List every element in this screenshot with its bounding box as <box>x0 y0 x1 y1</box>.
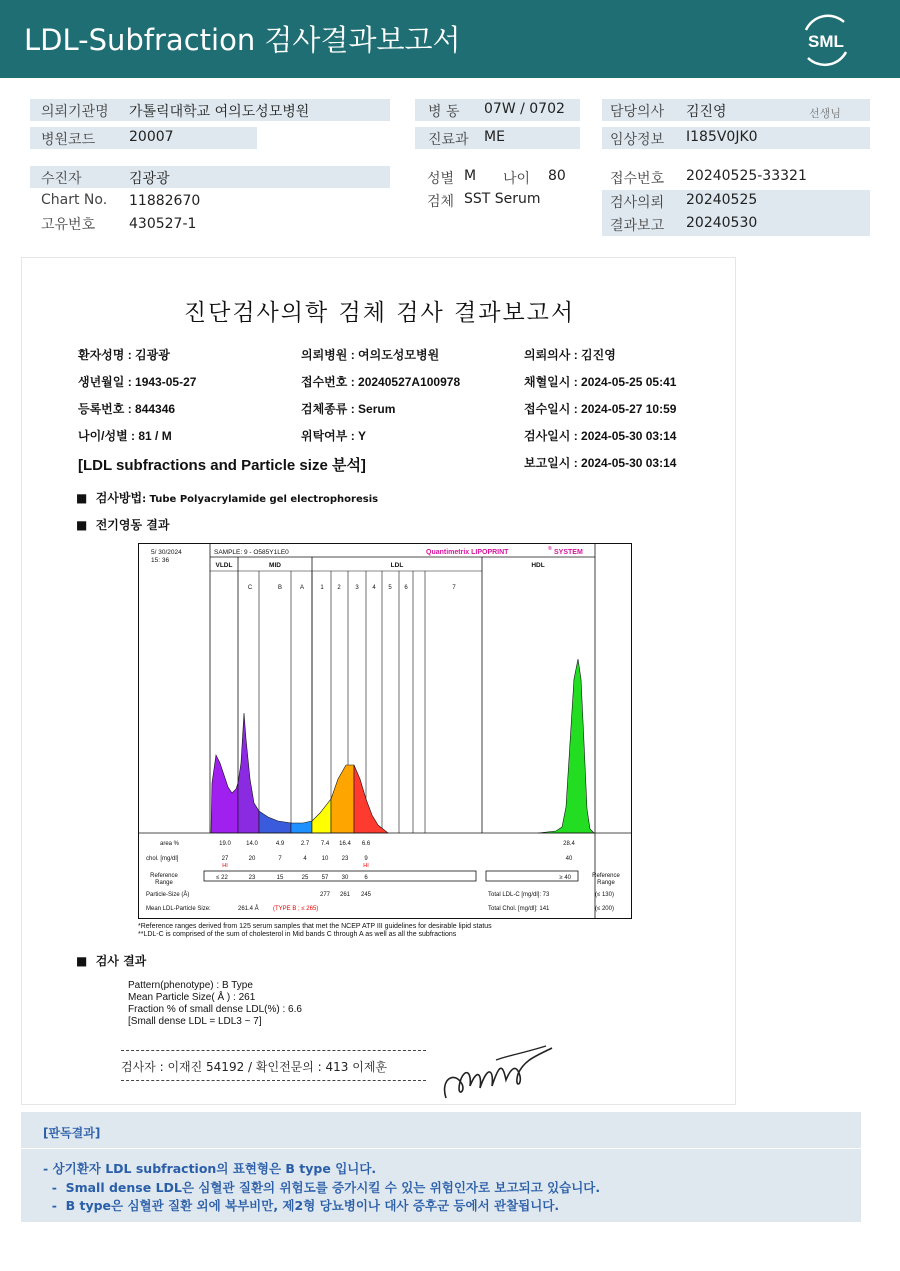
judgement-line-2: - Small dense LDL은 심혈관 질환의 위험도를 증가시킬 수 있는 위험인자로 보고되고 있습니다. <box>43 1180 601 1195</box>
particle-size-0: 277 <box>319 892 331 898</box>
specimen-value: SST Serum <box>464 191 541 207</box>
electro-line: ■ 전기영동 결과 <box>76 518 170 532</box>
svg-text:SML: SML <box>808 32 844 51</box>
total-ldl-ref: (≤ 130) <box>595 892 614 898</box>
doctor-value: 김진영 <box>686 104 727 120</box>
mean-size-value: 261.4 Å <box>238 906 259 912</box>
ref-value-1: 23 <box>248 875 256 881</box>
band-label-B: B <box>277 585 283 591</box>
age-sex: 나이/성별 : 81 / M <box>78 429 172 443</box>
band-label-7: 7 <box>452 585 456 591</box>
sex-label: 성별 <box>427 171 455 187</box>
particle-size-label: Particle-Size (Å) <box>146 892 190 898</box>
chol-value-6: 9 <box>364 856 368 862</box>
ref-value-4: 57 <box>321 875 329 881</box>
method-label: 검사방법 <box>95 491 143 505</box>
hi-flag-vldl: HI <box>222 863 228 869</box>
particle-size-1: 261 <box>339 892 351 898</box>
requesting-doctor: 의뢰의사 : 김진영 <box>524 348 616 362</box>
ref-row-label-right-2: Range <box>597 880 615 886</box>
test-time: 검사일시 : 2024-05-30 03:14 <box>524 429 677 443</box>
chart-sample: SAMPLE: 9 - O585Y1LE0 <box>214 549 289 556</box>
ward-label: 병 동 <box>428 104 460 120</box>
result-label: 검사 결과 <box>95 954 147 968</box>
registration-no: 등록번호 : 844346 <box>78 402 176 416</box>
group-label-mid: MID <box>269 562 281 569</box>
chart-brand-suffix: SYSTEM <box>554 549 583 556</box>
chart-label: Chart No. <box>41 192 108 208</box>
band-label-3: 3 <box>355 585 359 591</box>
ref-value-2: 15 <box>276 875 284 881</box>
judgement-line-1: - 상기환자 LDL subfraction의 표현형은 B type 입니다. <box>43 1161 377 1176</box>
uid-value: 430527-1 <box>129 216 197 232</box>
ref-value-3: 25 <box>301 875 309 881</box>
receipt-no: 접수번호 : 20240527A100978 <box>301 375 461 389</box>
method-line: ■ 검사방법: Tube Polyacrylamide gel electrophoresis <box>76 491 379 505</box>
patient-label: 수진자 <box>41 171 82 187</box>
peak-mid-a <box>291 821 312 833</box>
report-time: 보고일시 : 2024-05-30 03:14 <box>524 456 677 470</box>
pattern-result: Pattern(phenotype) : B Type <box>128 980 253 991</box>
band-label-5: 5 <box>388 585 392 591</box>
requesting-hospital: 의뢰병원 : 여의도성모병원 <box>301 348 440 362</box>
chart-brand-mark: ® <box>548 546 552 552</box>
chart-value: 11882670 <box>129 193 201 209</box>
ref-value-6: 6 <box>364 875 368 881</box>
total-chol: Total Chol. [mg/dl]: 141 <box>488 906 550 912</box>
age-value: 80 <box>548 168 566 184</box>
collection-time: 채혈일시 : 2024-05-25 05:41 <box>524 375 677 389</box>
sml-logo <box>798 12 854 68</box>
page-title: LDL-Subfraction 검사결과보고서 <box>24 23 461 57</box>
doctor-label: 담당의사 <box>610 104 665 120</box>
area-value-1: 14.0 <box>246 841 258 847</box>
area-value-3: 2.7 <box>300 841 310 847</box>
signer-top-rule <box>121 1050 426 1051</box>
clinical-label: 임상정보 <box>610 132 665 148</box>
hospcode-label: 병원코드 <box>41 132 96 148</box>
area-value-8: 28.4 <box>563 841 575 847</box>
group-label-ldl: LDL <box>390 562 404 569</box>
lipoprint-chart <box>138 543 632 919</box>
electro-label: 전기영동 결과 <box>95 518 170 532</box>
hospcode-value: 20007 <box>129 129 174 145</box>
hospital-value: 가톨릭대학교 여의도성모병원 <box>129 104 310 120</box>
section-title: [LDL subfractions and Particle size 분석] <box>78 457 366 474</box>
band-label-1: 1 <box>320 585 324 591</box>
band-label-C: C <box>247 585 253 591</box>
chol-value-5: 23 <box>341 856 349 862</box>
total-chol-ref: (≤ 200) <box>595 906 614 912</box>
area-value-4: 7.4 <box>320 841 330 847</box>
area-row-label: area % <box>160 841 180 847</box>
chart-time: 15: 36 <box>151 557 170 564</box>
sdldl-definition: [Small dense LDL = LDL3 ~ 7] <box>128 1016 262 1027</box>
chol-value-4: 10 <box>321 856 329 862</box>
ref-value-0: ≤ 22 <box>216 875 228 881</box>
signature-image <box>436 1040 556 1104</box>
ref-row-label-right-1: Reference <box>592 873 620 879</box>
report-header <box>0 0 900 78</box>
uid-label: 고유번호 <box>41 217 96 233</box>
ref-row-label-2: Range <box>155 880 173 886</box>
lab-report <box>21 257 736 1105</box>
hospital-label: 의뢰기관명 <box>41 104 109 120</box>
request-value: 20240525 <box>686 192 758 208</box>
clinical-value: I185V0JK0 <box>686 129 758 145</box>
specimen-type: 검체종류 : Serum <box>301 402 396 416</box>
dept-value: ME <box>484 129 505 145</box>
area-value-0: 19.0 <box>219 841 231 847</box>
report-label: 결과보고 <box>610 218 665 234</box>
accession-label: 접수번호 <box>610 171 665 187</box>
patient-bar <box>30 166 390 188</box>
ref-row-label-1: Reference <box>150 873 178 879</box>
age-label: 나이 <box>503 171 531 187</box>
band-label-4: 4 <box>372 585 376 591</box>
chart-brand: Quantimetrix LIPOPRINT <box>426 549 509 556</box>
ldl-note: **LDL-C is comprised of the sum of cholesterol in Mid bands C through A as well as all the subfractions <box>138 931 457 938</box>
judgement-title: [판독결과] <box>43 1126 101 1140</box>
judgement-panel <box>21 1112 861 1222</box>
fraction-result: Fraction % of small dense LDL(%) : 6.6 <box>128 1004 302 1015</box>
particle-size-result: Mean Particle Size( Å ) : 261 <box>128 992 256 1003</box>
ref-value-5: 30 <box>341 875 349 881</box>
patient-name: 환자성명 : 김광광 <box>78 348 170 362</box>
report-title: 진단검사의학 검체 검사 결과보고서 <box>183 300 576 326</box>
group-label-vldl: VLDL <box>215 562 233 569</box>
patient-value: 김광광 <box>129 171 170 187</box>
area-value-6: 6.6 <box>361 841 371 847</box>
total-ldl: Total LDL-C [mg/dl]: 73 <box>488 892 550 898</box>
ref-value-7: ≥ 40 <box>559 875 571 881</box>
chol-value-3: 4 <box>303 856 307 862</box>
chol-row-label: chol. [mg/dl] <box>146 856 179 862</box>
group-label-hdl: HDL <box>531 562 545 569</box>
reference-note: *Reference ranges derived from 125 serum samples that met the NCEP ATP III guidelines for desirable lipid status <box>138 923 492 930</box>
area-value-2: 4.9 <box>275 841 285 847</box>
specimen-label: 검체 <box>427 194 455 210</box>
chol-value-8: 40 <box>565 856 573 862</box>
band-label-A: A <box>299 585 305 591</box>
birth-date: 생년월일 : 1943-05-27 <box>78 375 197 389</box>
report-value: 20240530 <box>686 215 758 231</box>
doctor-suffix: 선생님 <box>809 107 841 120</box>
chol-value-2: 7 <box>278 856 282 862</box>
area-value-5: 16.4 <box>339 841 351 847</box>
ward-value: 07W / 0702 <box>484 101 565 117</box>
signer-line: 검사자 : 이재진 54192 / 확인전문의 : 413 이제훈 <box>121 1060 388 1074</box>
judgement-line-3: - B type은 심혈관 질환 외에 복부비만, 제2형 당뇨병이나 대사 증후군 등에서 관찰됩니다. <box>43 1198 560 1213</box>
dept-label: 진료과 <box>428 132 469 148</box>
judgement-header <box>21 1112 861 1149</box>
chol-value-0: 27 <box>221 856 229 862</box>
outsourced: 위탁여부 : Y <box>301 429 367 443</box>
sex-value: M <box>464 168 477 184</box>
request-label: 검사의뢰 <box>610 195 665 211</box>
hi-flag-ldl3: HI <box>363 863 369 869</box>
signer-bottom-rule <box>121 1080 426 1081</box>
mean-size-type: (TYPE B ; ≤ 265) <box>273 906 319 912</box>
chart-date: 5/ 30/2024 <box>151 549 182 556</box>
result-line: ■ 검사 결과 <box>76 954 147 968</box>
particle-size-2: 245 <box>360 892 372 898</box>
band-label-6: 6 <box>404 585 408 591</box>
band-label-2: 2 <box>337 585 341 591</box>
result-list <box>128 980 302 1028</box>
mean-size-label: Mean LDL-Particle Size: <box>146 906 211 912</box>
method-value: : Tube Polyacrylamide gel electrophoresis <box>142 494 379 505</box>
receipt-time: 접수일시 : 2024-05-27 10:59 <box>524 402 677 416</box>
chol-value-1: 20 <box>248 856 256 862</box>
accession-value: 20240525-33321 <box>686 168 807 184</box>
